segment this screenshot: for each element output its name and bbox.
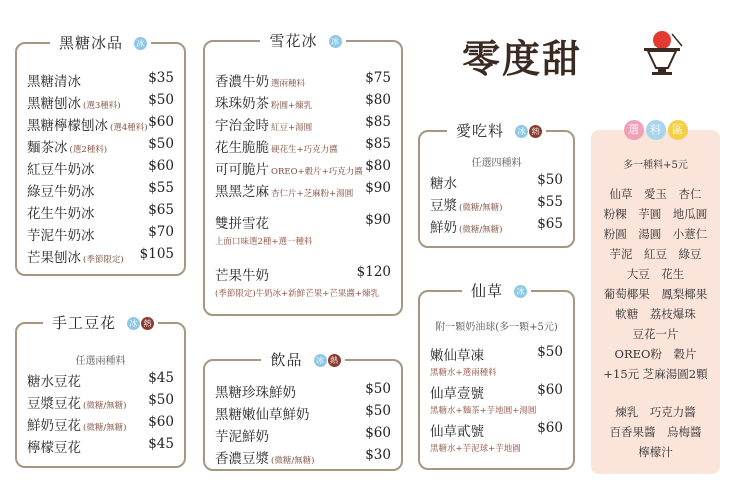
topping-line: 豆花一片 (632, 327, 679, 341)
topping-line: OREO粉 穀片 (614, 347, 697, 361)
ice-badge-icon: 冰 (134, 37, 147, 50)
menu-row: 仙草貳號 $60 (430, 420, 563, 440)
topping-line: 仙草 愛玉 杏仁 (609, 187, 702, 201)
menu-row: 花生牛奶冰 $65 (27, 202, 174, 222)
aiyu-title: 愛吃料 (451, 122, 509, 140)
douhua-card (15, 314, 186, 468)
topping-line: 芋泥 紅豆 綠豆 (609, 247, 702, 261)
ice-badge-icon: 冰 (514, 285, 527, 298)
menu-row: 仙草壹號 $60 (430, 382, 563, 402)
topping-line: 葡萄椰果 鳳梨椰果 (603, 287, 708, 301)
toppings-title (591, 118, 720, 140)
brand-logo (462, 22, 720, 94)
hot-badge-icon: 熱 (328, 354, 341, 367)
menu-row: 鮮奶 (微糖/無糖) $65 (430, 216, 563, 236)
shaved-ice-icon (632, 26, 692, 86)
toppings-title-char: 區 (668, 120, 688, 140)
topping-line: 煉乳 巧克力醬 (615, 405, 696, 419)
topping-line: 軟糖 荔枝爆珠 (615, 307, 696, 321)
ice-badge-icon: 冰 (329, 35, 342, 48)
menu-row: 豆漿 (微糖/無糖) $55 (430, 194, 563, 214)
menu-row: 黑糖嫩仙草鮮奶 $50 (215, 403, 391, 423)
aiyu-hint: 任選四種料 (471, 158, 522, 169)
menu-row: 香濃牛奶 選兩種料 $75 (215, 70, 391, 90)
toppings-title-char: 料 (646, 120, 666, 140)
snow-card (203, 32, 403, 316)
menu-row-sub: 黑糖水+麵茶+芋地圓+湯圓 (430, 406, 537, 416)
menu-row-sub: 黑糖水+芋泥球+芋地圓 (430, 444, 521, 454)
drinks-title: 飲品 (265, 351, 307, 369)
menu-row: 黑糖珍珠鮮奶 $50 (215, 381, 391, 401)
menu-row: 花生脆脆 硬花生+巧克力醬 $85 (215, 136, 391, 156)
double-flavor-sub: 上面口味選2種+選一種料 (215, 237, 313, 247)
menu-row: 黑糖清冰 $35 (27, 70, 174, 90)
topping-line: 百香果醬 烏梅醬 (609, 425, 702, 439)
menu-row: 豆漿豆花 (微糖/無糖) $50 (27, 392, 174, 412)
brown-sugar-card (15, 34, 186, 276)
menu-row: 香濃豆漿 (微糖/無糖) $30 (215, 447, 391, 467)
menu-row: 糖水豆花 $45 (27, 370, 174, 390)
menu-row: 糖水 $50 (430, 172, 563, 192)
topping-line: +15元 芝麻湯圓2顆 (603, 367, 708, 381)
brown-sugar-title: 黑糖冰品 (54, 34, 128, 52)
menu-row: 黑糖刨冰 (選3種料) $50 (27, 92, 174, 112)
topping-line: 多一種料+5元 (623, 160, 688, 171)
douhua-title: 手工豆花 (47, 314, 121, 332)
menu-row: 麵茶冰 (選2種料) $50 (27, 136, 174, 156)
menu-row: 珠珠奶茶 粉圓+煉乳 $80 (215, 92, 391, 112)
snow-title: 雪花冰 (264, 32, 322, 50)
toppings-panel (591, 123, 720, 474)
menu-row: 芋泥鮮奶 $60 (215, 425, 391, 445)
grass-jelly-hint: 附一顆奶油球(多一顆+5元) (435, 322, 558, 333)
topping-line: 檸檬汁 (638, 445, 673, 459)
hot-badge-icon: 熱 (141, 317, 154, 330)
aiyu-card (418, 122, 575, 248)
menu-row: 黑黑芝麻 杏仁片+芝麻粉+湯圓 $90 (215, 180, 391, 200)
brand-name: 零度甜 (462, 36, 583, 81)
grass-jelly-title: 仙草 (466, 282, 508, 300)
menu-row: 黑糖檸檬刨冰 (選4種料) $60 (27, 114, 174, 134)
menu-row-sub: 黑糖水+選兩種料 (430, 368, 497, 378)
topping-line: 大豆 花生 (626, 267, 685, 281)
menu-row: 檸檬豆花 $45 (27, 436, 174, 456)
grass-jelly-card (418, 282, 575, 470)
menu-row: 綠豆牛奶冰 $55 (27, 180, 174, 200)
toppings-title-char: 選 (624, 120, 644, 140)
menu-row: 紅豆牛奶冰 $60 (27, 158, 174, 178)
menu-row: 可可脆片 OREO+穀片+巧克力醬 $80 (215, 158, 391, 178)
hot-badge-icon: 熱 (529, 125, 542, 138)
menu-row: 鮮奶豆花 (微糖/無糖) $60 (27, 414, 174, 434)
topping-line: 粉粿 芋圓 地瓜圓 (603, 207, 708, 221)
ice-badge-icon: 冰 (515, 125, 528, 138)
mango-milk-row: 芒果牛奶 $120 (215, 264, 391, 284)
menu-row: 芒果刨冰 (季節限定) $105 (27, 246, 174, 266)
menu-row: 芋泥牛奶冰 $70 (27, 224, 174, 244)
menu-row: 嫩仙草凍 $50 (430, 344, 563, 364)
douhua-hint: 任選兩種料 (75, 356, 126, 367)
ice-badge-icon: 冰 (314, 354, 327, 367)
mango-milk-sub: (季節限定)牛奶冰+新鮮芒果+芒果醬+煉乳 (215, 289, 380, 299)
menu-row: 宇治金時 紅豆+湯圓 $85 (215, 114, 391, 134)
double-flavor-row: 雙拼雪花 $90 (215, 212, 391, 232)
topping-line: 粉圓 湯圓 小薏仁 (603, 227, 708, 241)
ice-badge-icon: 冰 (127, 317, 140, 330)
drinks-card (203, 351, 403, 471)
